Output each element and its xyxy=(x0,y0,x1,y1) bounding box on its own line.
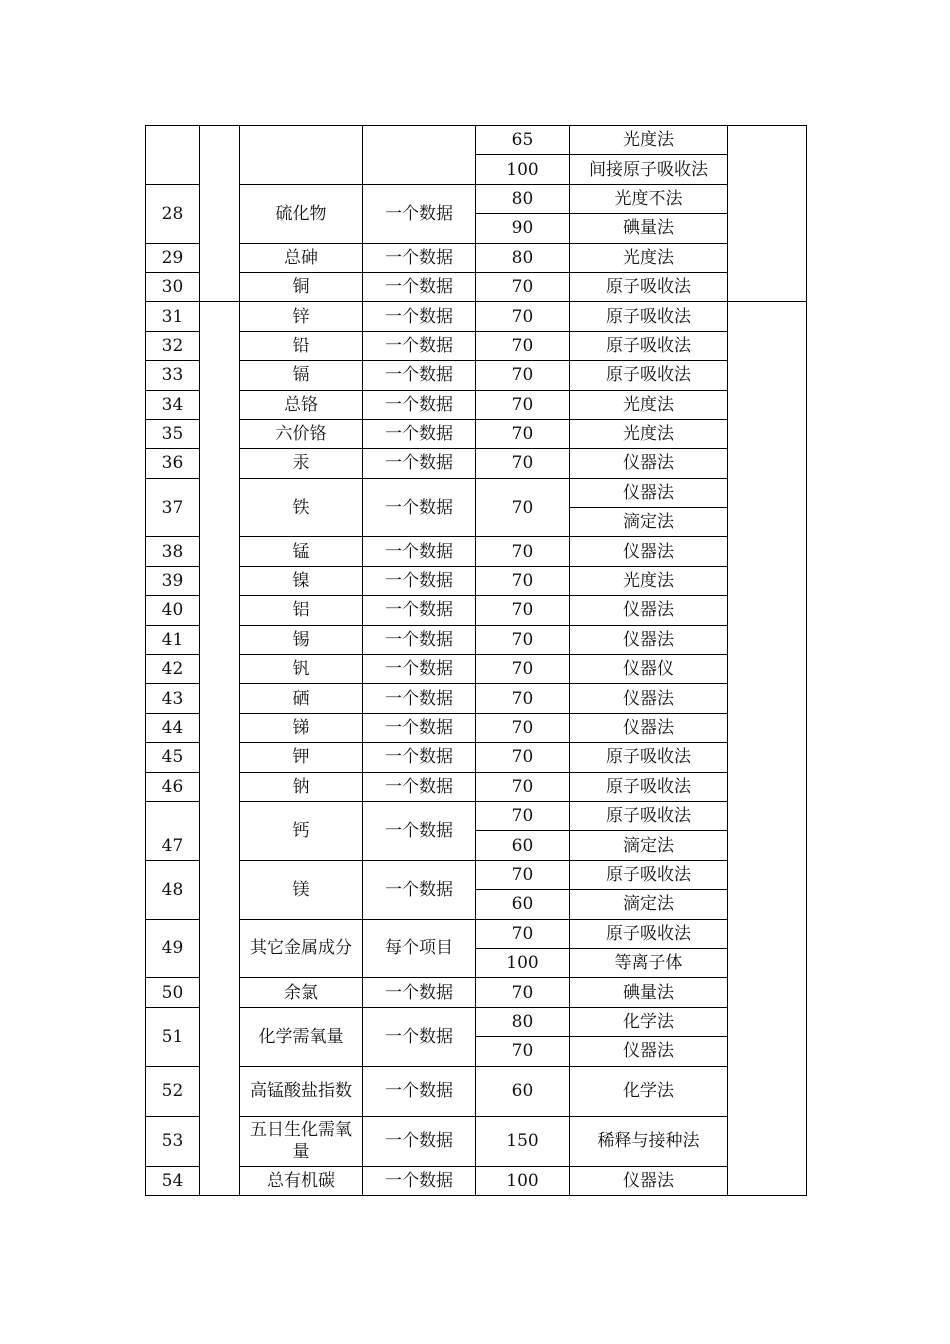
item-cell: 硫化物 xyxy=(240,184,363,243)
unit-cell: 一个数据 xyxy=(363,302,476,331)
table-row xyxy=(146,596,807,625)
method-cell: 光度不法 xyxy=(570,184,728,213)
fee-cell: 70 xyxy=(476,419,570,448)
fee-cell: 100 xyxy=(476,948,570,977)
no-cell: 48 xyxy=(146,860,200,919)
fee-cell: 70 xyxy=(476,919,570,948)
item-cell: 镍 xyxy=(240,566,363,595)
table-row xyxy=(146,978,807,1007)
unit-cell: 一个数据 xyxy=(363,684,476,713)
no-cell: 38 xyxy=(146,537,200,566)
fee-cell: 100 xyxy=(476,1166,570,1195)
method-cell: 光度法 xyxy=(570,243,728,272)
fee-cell: 70 xyxy=(476,302,570,331)
table-row xyxy=(146,801,807,830)
no-cell: 50 xyxy=(146,978,200,1007)
table-row xyxy=(146,272,807,301)
fee-cell: 70 xyxy=(476,978,570,1007)
no-cell: 32 xyxy=(146,331,200,360)
item-cell: 铜 xyxy=(240,272,363,301)
fee-cell: 70 xyxy=(476,272,570,301)
fee-cell: 70 xyxy=(476,566,570,595)
unit-cell: 一个数据 xyxy=(363,1166,476,1195)
item-cell: 锑 xyxy=(240,713,363,742)
method-cell: 滴定法 xyxy=(570,831,728,860)
no-cell: 36 xyxy=(146,449,200,478)
fee-cell: 70 xyxy=(476,625,570,654)
table-row xyxy=(146,390,807,419)
unit-cell: 一个数据 xyxy=(363,978,476,1007)
no-cell: 34 xyxy=(146,390,200,419)
no-cell: 44 xyxy=(146,713,200,742)
method-cell: 光度法 xyxy=(570,126,728,155)
unit-cell: 一个数据 xyxy=(363,625,476,654)
item-cell: 镉 xyxy=(240,361,363,390)
fee-cell: 70 xyxy=(476,1037,570,1066)
method-cell: 原子吸收法 xyxy=(570,331,728,360)
fee-cell: 70 xyxy=(476,390,570,419)
item-cell: 其它金属成分 xyxy=(240,919,363,978)
table-row xyxy=(146,449,807,478)
unit-cell: 一个数据 xyxy=(363,860,476,919)
item-cell: 总铬 xyxy=(240,390,363,419)
method-cell: 化学法 xyxy=(570,1007,728,1036)
method-cell: 原子吸收法 xyxy=(570,860,728,889)
table-row xyxy=(146,537,807,566)
item-cell: 钙 xyxy=(240,801,363,860)
method-cell: 原子吸收法 xyxy=(570,743,728,772)
fee-cell: 70 xyxy=(476,361,570,390)
unit-cell: 一个数据 xyxy=(363,1007,476,1066)
method-cell: 化学法 xyxy=(570,1066,728,1116)
remark-cell xyxy=(728,126,807,302)
unit-cell: 一个数据 xyxy=(363,243,476,272)
no-cell: 33 xyxy=(146,361,200,390)
no-cell: 35 xyxy=(146,419,200,448)
unit-cell: 一个数据 xyxy=(363,272,476,301)
table-row xyxy=(146,478,807,507)
item-cell: 钠 xyxy=(240,772,363,801)
fee-cell: 70 xyxy=(476,743,570,772)
no-cell: 40 xyxy=(146,596,200,625)
method-cell: 仪器仪 xyxy=(570,655,728,684)
category-cell xyxy=(200,126,240,302)
no-cell: 43 xyxy=(146,684,200,713)
method-cell: 原子吸收法 xyxy=(570,801,728,830)
method-cell: 碘量法 xyxy=(570,214,728,243)
fee-cell: 80 xyxy=(476,184,570,213)
fee-cell: 70 xyxy=(476,331,570,360)
unit-cell: 一个数据 xyxy=(363,331,476,360)
item-cell xyxy=(240,126,363,185)
method-cell: 间接原子吸收法 xyxy=(570,155,728,184)
unit-cell: 一个数据 xyxy=(363,743,476,772)
unit-cell: 一个数据 xyxy=(363,713,476,742)
fee-cell: 150 xyxy=(476,1116,570,1166)
method-cell: 仪器法 xyxy=(570,449,728,478)
fee-cell: 70 xyxy=(476,713,570,742)
unit-cell: 一个数据 xyxy=(363,1116,476,1166)
method-cell: 等离子体 xyxy=(570,948,728,977)
table-row xyxy=(146,1116,807,1166)
item-cell: 硒 xyxy=(240,684,363,713)
table-row xyxy=(146,919,807,948)
item-cell: 铝 xyxy=(240,596,363,625)
method-cell: 仪器法 xyxy=(570,713,728,742)
no-cell: 39 xyxy=(146,566,200,595)
table-row xyxy=(146,625,807,654)
no-cell: 28 xyxy=(146,184,200,243)
method-cell: 碘量法 xyxy=(570,978,728,1007)
item-cell: 化学需氧量 xyxy=(240,1007,363,1066)
method-cell: 光度法 xyxy=(570,419,728,448)
fee-cell: 65 xyxy=(476,126,570,155)
method-cell: 光度法 xyxy=(570,390,728,419)
item-cell: 钒 xyxy=(240,655,363,684)
method-cell: 原子吸收法 xyxy=(570,772,728,801)
unit-cell: 一个数据 xyxy=(363,419,476,448)
remark-cell xyxy=(728,302,807,1196)
unit-cell: 一个数据 xyxy=(363,361,476,390)
method-cell: 滴定法 xyxy=(570,508,728,537)
fee-cell: 90 xyxy=(476,214,570,243)
table-row xyxy=(146,361,807,390)
table-row xyxy=(146,655,807,684)
unit-cell: 一个数据 xyxy=(363,184,476,243)
table-row xyxy=(146,1007,807,1036)
fee-cell: 70 xyxy=(476,449,570,478)
item-cell: 锡 xyxy=(240,625,363,654)
table-row xyxy=(146,331,807,360)
fee-cell: 70 xyxy=(476,596,570,625)
method-cell: 仪器法 xyxy=(570,596,728,625)
no-cell: 49 xyxy=(146,919,200,978)
method-cell: 仪器法 xyxy=(570,537,728,566)
unit-cell: 一个数据 xyxy=(363,655,476,684)
unit-cell: 一个数据 xyxy=(363,537,476,566)
no-cell: 42 xyxy=(146,655,200,684)
fee-cell: 70 xyxy=(476,860,570,889)
no-cell: 45 xyxy=(146,743,200,772)
table-row xyxy=(146,419,807,448)
table-row xyxy=(146,860,807,889)
fee-table xyxy=(145,125,807,1196)
item-cell: 六价铬 xyxy=(240,419,363,448)
method-cell: 仪器法 xyxy=(570,684,728,713)
item-cell: 钾 xyxy=(240,743,363,772)
category-cell xyxy=(200,302,240,1196)
fee-cell: 70 xyxy=(476,537,570,566)
method-cell: 滴定法 xyxy=(570,890,728,919)
unit-cell: 一个数据 xyxy=(363,566,476,595)
unit-cell: 一个数据 xyxy=(363,772,476,801)
no-cell: 47 xyxy=(146,801,200,860)
no-cell: 52 xyxy=(146,1066,200,1116)
no-cell xyxy=(146,126,200,185)
fee-cell: 100 xyxy=(476,155,570,184)
no-cell: 53 xyxy=(146,1116,200,1166)
no-cell: 30 xyxy=(146,272,200,301)
item-cell: 铁 xyxy=(240,478,363,537)
method-cell: 稀释与接种法 xyxy=(570,1116,728,1166)
table-row xyxy=(146,566,807,595)
unit-cell: 每个项目 xyxy=(363,919,476,978)
item-cell: 余氯 xyxy=(240,978,363,1007)
method-cell: 原子吸收法 xyxy=(570,272,728,301)
fee-cell: 70 xyxy=(476,478,570,537)
table-row xyxy=(146,184,807,213)
method-cell: 仪器法 xyxy=(570,478,728,507)
method-cell: 原子吸收法 xyxy=(570,302,728,331)
fee-cell: 60 xyxy=(476,831,570,860)
table-row xyxy=(146,126,807,155)
fee-cell: 70 xyxy=(476,684,570,713)
method-cell: 原子吸收法 xyxy=(570,919,728,948)
unit-cell: 一个数据 xyxy=(363,1066,476,1116)
method-cell: 原子吸收法 xyxy=(570,361,728,390)
item-cell: 总有机碳 xyxy=(240,1166,363,1195)
table-row xyxy=(146,713,807,742)
method-cell: 仪器法 xyxy=(570,1037,728,1066)
table-row xyxy=(146,743,807,772)
method-cell: 仪器法 xyxy=(570,625,728,654)
no-cell: 37 xyxy=(146,478,200,537)
table-row xyxy=(146,243,807,272)
table-row xyxy=(146,302,807,331)
table-row xyxy=(146,1066,807,1116)
fee-cell: 70 xyxy=(476,655,570,684)
no-cell: 51 xyxy=(146,1007,200,1066)
item-cell: 锰 xyxy=(240,537,363,566)
item-cell: 五日生化需氧量 xyxy=(240,1116,363,1166)
unit-cell xyxy=(363,126,476,185)
no-cell: 41 xyxy=(146,625,200,654)
item-cell: 铅 xyxy=(240,331,363,360)
table-row xyxy=(146,772,807,801)
table-row xyxy=(146,684,807,713)
no-cell: 29 xyxy=(146,243,200,272)
no-cell: 54 xyxy=(146,1166,200,1195)
unit-cell: 一个数据 xyxy=(363,390,476,419)
unit-cell: 一个数据 xyxy=(363,596,476,625)
item-cell: 高锰酸盐指数 xyxy=(240,1066,363,1116)
item-cell: 镁 xyxy=(240,860,363,919)
item-cell: 汞 xyxy=(240,449,363,478)
fee-cell: 70 xyxy=(476,801,570,830)
fee-cell: 60 xyxy=(476,1066,570,1116)
unit-cell: 一个数据 xyxy=(363,801,476,860)
no-cell: 46 xyxy=(146,772,200,801)
table-row xyxy=(146,1166,807,1195)
method-cell: 仪器法 xyxy=(570,1166,728,1195)
fee-cell: 60 xyxy=(476,890,570,919)
item-cell: 锌 xyxy=(240,302,363,331)
unit-cell: 一个数据 xyxy=(363,449,476,478)
fee-cell: 80 xyxy=(476,243,570,272)
method-cell: 光度法 xyxy=(570,566,728,595)
unit-cell: 一个数据 xyxy=(363,478,476,537)
fee-cell: 80 xyxy=(476,1007,570,1036)
item-cell: 总砷 xyxy=(240,243,363,272)
no-cell: 31 xyxy=(146,302,200,331)
fee-cell: 70 xyxy=(476,772,570,801)
